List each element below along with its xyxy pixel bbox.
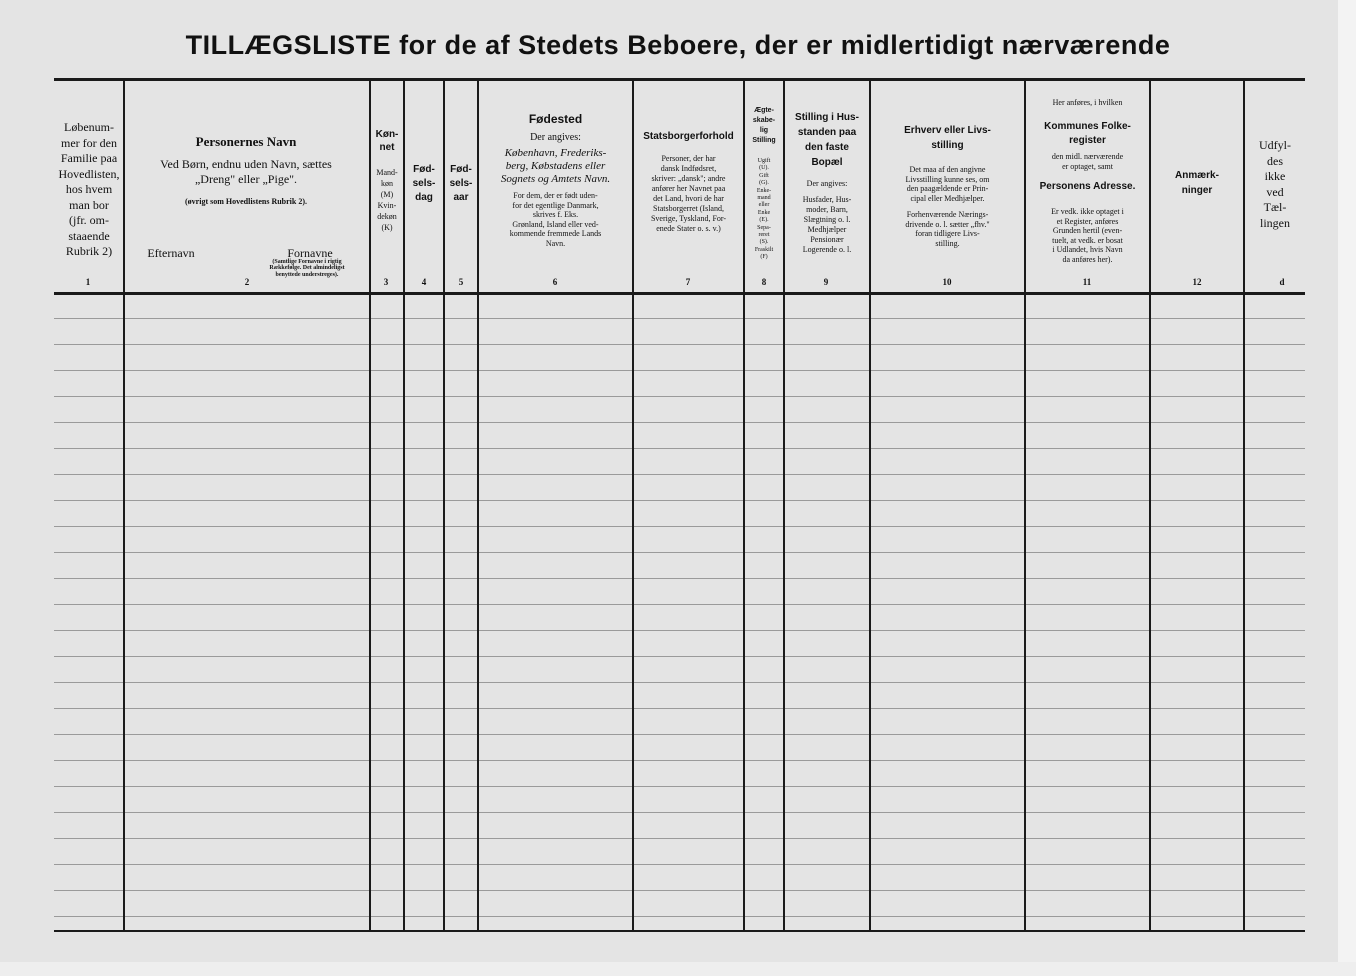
col10-number: 10 bbox=[942, 277, 952, 287]
ruled-line bbox=[54, 604, 1305, 605]
ruled-line bbox=[54, 448, 1305, 449]
ruled-line bbox=[54, 864, 1305, 865]
ruled-line bbox=[54, 318, 1305, 319]
col6-note: For dem, der er født uden- for det egentlige Danmark, skrives f. Eks. Grønland, Island eller ved- kommende fremmede Lands Navn. bbox=[509, 191, 602, 248]
col9-number: 9 bbox=[823, 277, 829, 287]
col4-heading: Fød- sels- dag bbox=[412, 164, 436, 203]
column-divider bbox=[403, 81, 405, 932]
ruled-line bbox=[54, 812, 1305, 813]
col8-heading: Ægte- skabe- lig Stilling bbox=[752, 107, 776, 144]
ruled-line bbox=[54, 344, 1305, 345]
col3-heading: Køn- net bbox=[375, 129, 399, 153]
col6-number: 6 bbox=[552, 277, 558, 287]
col12-heading: Anmærk- ninger bbox=[1175, 170, 1219, 196]
col9-heading: Stilling i Hus- standen paa den faste Bopæl bbox=[795, 112, 859, 168]
col9-body: Husfader, Hus- moder, Barn, Slægtning o. l. Medhjælper Pensionær Logerende o. l. bbox=[802, 195, 852, 254]
col7-heading: Statsborgerforhold bbox=[643, 131, 734, 142]
ruled-line bbox=[54, 760, 1305, 761]
ruled-line bbox=[54, 474, 1305, 475]
col13-number: d bbox=[1279, 277, 1285, 287]
col7-body: Personer, der har dansk Indfødsret, skriver: „dansk"; andre anfører her Navnet paa det Land, hvori de har Statsborgerret (Island, Sverige, Tyskland, For- enede Stater o. s. v.) bbox=[650, 154, 727, 233]
col6-subtext: Der angives: bbox=[530, 132, 581, 143]
ruled-line bbox=[54, 890, 1305, 891]
column-divider bbox=[123, 81, 125, 932]
ruled-line bbox=[54, 734, 1305, 735]
col11-note: Er vedk. ikke optaget i et Register, anføres Grunden hertil (even- tuelt, at vedk. er bosat i Udlandet, hvis Navn da anføres her). bbox=[1051, 207, 1124, 264]
col2-efternavn-label: Efternavn bbox=[147, 246, 195, 260]
top-rule bbox=[54, 78, 1305, 81]
col8-body: Ugift (U). Gift (G). Enke- mand eller Enke (E). Sepa- reret (S). Fraskilt (F) bbox=[754, 158, 774, 261]
ruled-line bbox=[54, 916, 1305, 917]
ruled-line bbox=[54, 682, 1305, 683]
col2-note: (øvrigt som Hovedlistens Rubrik 2). bbox=[185, 197, 307, 206]
ruled-line bbox=[54, 786, 1305, 787]
col7-number: 7 bbox=[685, 277, 691, 287]
header-bottom-rule bbox=[54, 292, 1305, 295]
col6-heading: Fødested bbox=[528, 112, 583, 126]
col8-number: 8 bbox=[761, 277, 767, 287]
column-divider bbox=[869, 81, 871, 932]
col1-header: Løbenum- mer for den Familie paa Hovedlisten, hos hvem man bor (jfr. om- staaende Rubrik 2) bbox=[58, 120, 120, 258]
col1-number: 1 bbox=[85, 277, 91, 287]
paper-edge bbox=[0, 962, 1356, 976]
ruled-line bbox=[54, 370, 1305, 371]
col11-heading2: Personens Adresse. bbox=[1039, 181, 1136, 192]
col5-heading: Fød- sels- aar bbox=[449, 164, 473, 203]
col2-fornavne-note: (Samtlige Fornavne i rigtig Rækkefølge. Det almindeligst benyttede understreges). bbox=[269, 259, 345, 278]
col3-number: 3 bbox=[383, 277, 389, 287]
col6-body: København, Frederiks- berg, Købstadens eller Sognets og Amtets Navn. bbox=[500, 147, 611, 185]
col11-number: 11 bbox=[1082, 277, 1092, 287]
ruled-line bbox=[54, 552, 1305, 553]
col2-fornavne-label: Fornavne bbox=[287, 246, 333, 260]
col13-header: Udfyl- des ikke ved Tæl- lingen bbox=[1259, 138, 1291, 230]
ruled-line bbox=[54, 422, 1305, 423]
ruled-line bbox=[54, 396, 1305, 397]
col2-number: 2 bbox=[244, 277, 250, 287]
column-divider bbox=[1149, 81, 1151, 932]
col4-number: 4 bbox=[421, 277, 427, 287]
col10-note: Forhenværende Nærings- drivende o. l. sætter „fhv." foran tidligere Livs- stilling. bbox=[905, 210, 990, 248]
col10-heading: Erhverv eller Livs- stilling bbox=[904, 125, 991, 151]
ruled-line bbox=[54, 708, 1305, 709]
ruled-line bbox=[54, 630, 1305, 631]
col2-heading: Personernes Navn bbox=[195, 134, 297, 149]
col2-subtext: Ved Børn, endnu uden Navn, sættes „Dreng" eller „Pige". bbox=[160, 157, 332, 186]
ruled-line bbox=[54, 578, 1305, 579]
ruled-line bbox=[54, 838, 1305, 839]
bottom-rule bbox=[54, 930, 1305, 932]
col11-heading: Kommunes Folke- register bbox=[1044, 121, 1131, 146]
col3-subtext: Mand- køn (M) Kvin- dekøn (K) bbox=[376, 168, 398, 232]
col9-subtext: Der angives: bbox=[806, 179, 848, 188]
column-divider bbox=[443, 81, 445, 932]
col5-number: 5 bbox=[458, 277, 464, 287]
col11-pre: Her anføres, i hvilken bbox=[1052, 98, 1123, 107]
ruled-line bbox=[54, 656, 1305, 657]
ruled-line bbox=[54, 526, 1305, 527]
col12-number: 12 bbox=[1192, 277, 1202, 287]
ruled-line bbox=[54, 500, 1305, 501]
col11-subtext: den midl. nærværende er optaget, samt bbox=[1051, 152, 1124, 171]
page-title: TILLÆGSLISTE for de af Stedets Beboere, der er midlertidigt nærværende bbox=[185, 30, 1171, 60]
col10-body: Det maa af den angivne Livsstilling kunne ses, om den paagældende er Prin- cipal eller Medhjælper. bbox=[905, 165, 990, 203]
paper-edge bbox=[1338, 0, 1356, 976]
